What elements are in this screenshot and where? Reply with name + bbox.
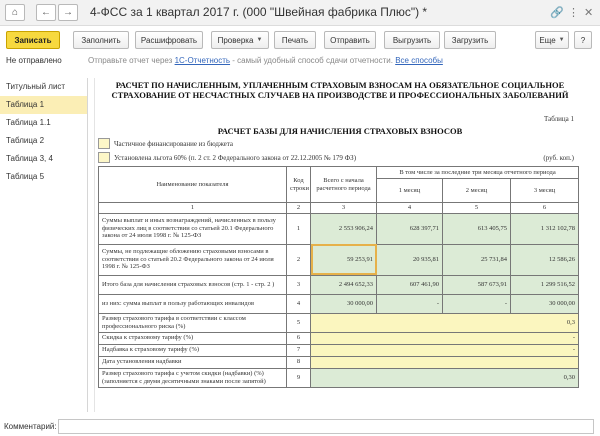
document-title: РАСЧЕТ ПО НАЧИСЛЕННЫМ, УПЛАЧЕННЫМ СТРАХОВЫМ ВЗНОСАМ НА ОБЯЗАТЕЛЬНОЕ СОЦИАЛЬНОЕ СТРАХОВАНИЕ ОТ НЕСЧАСТНЫХ СЛУЧАЕВ НА ПРОИЗВОДСТВЕ И ПРОФЕССИОНАЛЬНЫХ ЗАБОЛЕВАНИЙ <box>111 80 569 100</box>
table-number: Таблица 1 <box>544 115 574 123</box>
row-total-cell[interactable]: 2 553 906,24 <box>311 213 377 244</box>
sidebar <box>0 78 88 412</box>
promo-suffix: - самый удобный способ сдачи отчетности. <box>230 56 396 65</box>
row-name: Итого база для начисления страховых взносов (стр. 1 - стр. 2 ) <box>99 275 287 294</box>
toolbar <box>0 29 600 51</box>
window-title: 4-ФСС за 1 квартал 2017 г. (000 "Швейная фабрика Плюс") * <box>90 5 428 19</box>
budget-financing-checkbox[interactable] <box>98 138 110 149</box>
header-last-three-months: В том числе за последние три месяца отчетного периода <box>377 167 579 179</box>
sidebar-item-table-1[interactable]: Таблица 1 <box>0 96 87 114</box>
chevron-down-icon: ▼ <box>558 37 565 43</box>
row-month-2-cell[interactable]: 613 405,75 <box>443 213 511 244</box>
table-row <box>99 244 579 275</box>
surcharge-cell[interactable]: - <box>311 344 579 356</box>
row-name: из них: сумма выплат в пользу работающих инвалидов <box>99 294 287 313</box>
close-icon[interactable]: ✕ <box>584 7 594 19</box>
row-code: 8 <box>287 356 311 368</box>
table-row <box>99 356 579 368</box>
send-button[interactable]: Отправить <box>324 31 376 49</box>
header-month-1: 1 месяц <box>377 179 443 203</box>
row-code: 3 <box>287 275 311 294</box>
header-name: Наименование показателя <box>99 167 287 203</box>
benefit-label: Установлена льгота 60% (п. 2 ст. 2 Федерального закона от 22.12.2005 № 179 ФЗ) <box>114 153 357 162</box>
check-button-label: Проверка <box>217 35 254 45</box>
more-icon[interactable]: ⋮ <box>568 7 579 19</box>
export-button[interactable]: Выгрузить <box>384 31 440 49</box>
benefit-row <box>98 152 356 163</box>
load-button[interactable]: Загрузить <box>444 31 496 49</box>
header-total: Всего с начала расчетного периода <box>311 167 377 203</box>
row-total-cell[interactable]: 30 000,00 <box>311 294 377 313</box>
decode-button[interactable]: Расшифровать <box>135 31 203 49</box>
print-button[interactable]: Печать <box>274 31 316 49</box>
row-code: 2 <box>287 244 311 275</box>
row-code: 1 <box>287 213 311 244</box>
row-code: 5 <box>287 313 311 332</box>
more-menu-button[interactable] <box>535 31 569 49</box>
check-button[interactable] <box>211 31 269 49</box>
header-num: 6 <box>511 203 579 214</box>
all-methods-link[interactable]: Все способы <box>395 56 443 65</box>
sidebar-item-table-1-1[interactable]: Таблица 1.1 <box>6 118 51 127</box>
row-month-3-cell[interactable]: 30 000,00 <box>511 294 579 313</box>
send-status: Не отправлено <box>6 56 62 65</box>
table-row <box>99 313 579 332</box>
row-code: 9 <box>287 368 311 387</box>
base-table <box>98 166 579 388</box>
table-subtitle: РАСЧЕТ БАЗЫ ДЛЯ НАЧИСЛЕНИЯ СТРАХОВЫХ ВЗНОСОВ <box>217 126 463 136</box>
header-num: 1 <box>99 203 287 214</box>
header-num: 5 <box>443 203 511 214</box>
header-month-2: 2 месяц <box>443 179 511 203</box>
row-code: 6 <box>287 332 311 344</box>
table-row <box>99 344 579 356</box>
help-button[interactable]: ? <box>574 31 592 49</box>
link-icon[interactable]: 🔗 <box>550 7 564 19</box>
tariff-rate-cell[interactable]: 0,3 <box>311 313 579 332</box>
row-month-1-cell[interactable]: 20 935,81 <box>377 244 443 275</box>
header-num: 4 <box>377 203 443 214</box>
header-num: 2 <box>287 203 311 214</box>
row-month-2-cell[interactable]: 25 731,84 <box>443 244 511 275</box>
row-month-3-cell[interactable]: 1 299 516,52 <box>511 275 579 294</box>
reporting-link[interactable]: 1С-Отчетность <box>174 56 231 65</box>
sidebar-item-table-5[interactable]: Таблица 5 <box>6 172 45 181</box>
promo-prefix: Отправьте отчет через <box>88 56 175 65</box>
row-name: Суммы, не подлежащие обложению страховыми взносами в соответствии со статьей 20.2 Федерального закона от 24 июля 1998 г. № 125-ФЗ <box>99 244 287 275</box>
row-month-2-cell[interactable]: - <box>443 294 511 313</box>
status-bar <box>0 54 600 68</box>
header-code: Код строки <box>287 167 311 203</box>
table-row <box>99 332 579 344</box>
chevron-down-icon: ▼ <box>256 37 263 43</box>
table-row <box>99 294 579 313</box>
row-month-3-cell[interactable]: 12 586,26 <box>511 244 579 275</box>
more-menu-label: Еще <box>539 35 556 45</box>
benefit-checkbox[interactable] <box>98 152 110 163</box>
budget-financing-label: Частичное финансирование из бюджета <box>114 139 234 148</box>
row-name: Скидка к страховому тарифу (%) <box>99 332 287 344</box>
units-label: (руб. коп.) <box>543 154 574 162</box>
row-month-1-cell[interactable]: 628 397,71 <box>377 213 443 244</box>
row-name: Надбавка к страховому тарифу (%) <box>99 344 287 356</box>
row-month-2-cell[interactable]: 587 673,91 <box>443 275 511 294</box>
arrow-left-icon[interactable]: ← <box>36 4 56 21</box>
home-icon[interactable]: ⌂ <box>5 4 25 21</box>
save-button[interactable]: Записать <box>6 31 60 49</box>
row-total-cell[interactable]: 2 494 652,33 <box>311 275 377 294</box>
comment-input[interactable] <box>58 419 594 434</box>
row-name: Дата установления надбавки <box>99 356 287 368</box>
sidebar-item-title-page[interactable]: Титульный лист <box>6 82 66 91</box>
promo-text <box>88 56 443 65</box>
table-row <box>99 275 579 294</box>
header-num: 3 <box>311 203 377 214</box>
row-month-3-cell[interactable]: 1 312 102,78 <box>511 213 579 244</box>
budget-financing-row <box>98 138 233 149</box>
row-code: 4 <box>287 294 311 313</box>
row-name: Размер страхового тарифа с учетом скидки (надбавки) (%) (заполняется с двумя десятичными знаками после запятой) <box>99 368 287 387</box>
final-tariff-cell[interactable]: 0,30 <box>311 368 579 387</box>
header-month-3: 3 месяц <box>511 179 579 203</box>
fill-button[interactable]: Заполнить <box>73 31 129 49</box>
report-form <box>94 78 592 412</box>
row-name: Размер страхового тарифа в соответствии с классом профессионального риска (%) <box>99 313 287 332</box>
surcharge-date-cell[interactable] <box>311 356 579 368</box>
title-bar <box>0 0 600 26</box>
row-month-1-cell[interactable]: - <box>377 294 443 313</box>
sidebar-item-table-2[interactable]: Таблица 2 <box>6 136 45 145</box>
discount-cell[interactable]: - <box>311 332 579 344</box>
comment-bar <box>0 416 600 436</box>
comment-label: Комментарий: <box>4 422 57 431</box>
table-row <box>99 213 579 244</box>
row-code: 7 <box>287 344 311 356</box>
row-name: Суммы выплат и иных вознаграждений, начисленных в пользу физических лиц в соответствии со статьей 20.1 Федерального закона от 24 июля 1998 г. № 125-ФЗ <box>99 213 287 244</box>
table-row <box>99 368 579 387</box>
row-month-1-cell[interactable]: 607 461,90 <box>377 275 443 294</box>
row-total-cell-selected[interactable]: 59 253,91 <box>311 244 377 275</box>
sidebar-item-table-3-4[interactable]: Таблица 3, 4 <box>6 154 53 163</box>
arrow-right-icon[interactable]: → <box>58 4 78 21</box>
